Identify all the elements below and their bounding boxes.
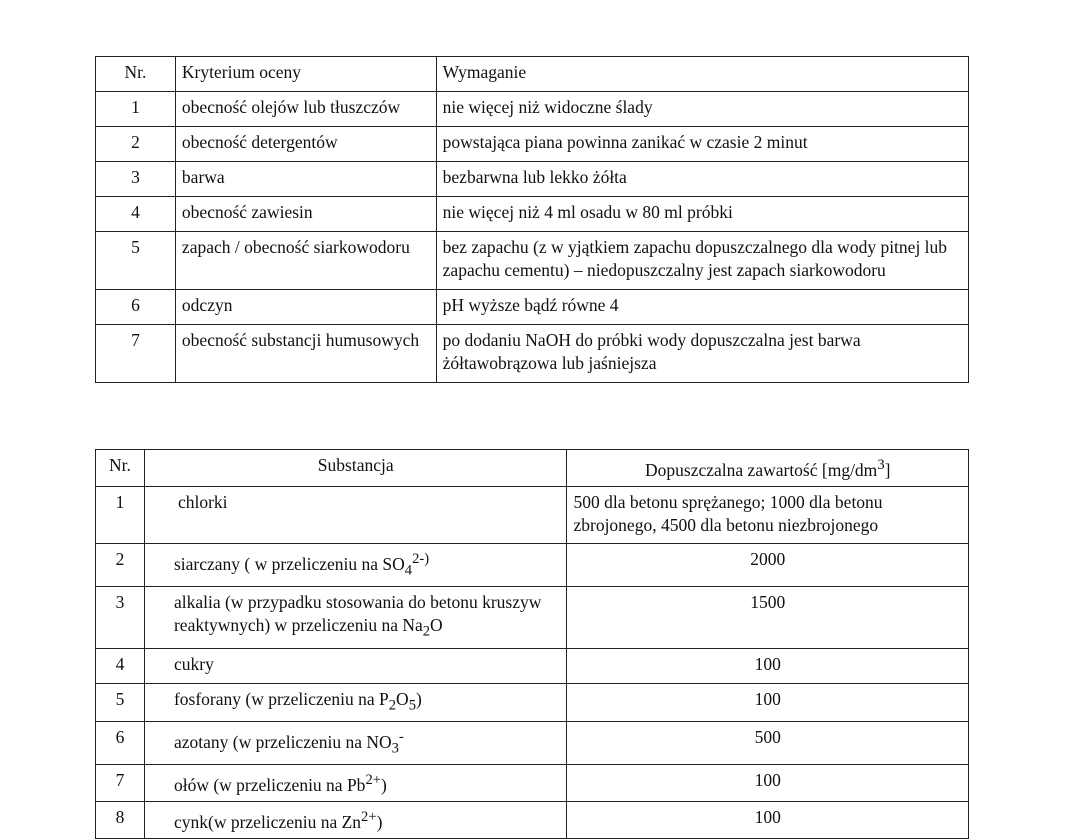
row-substance xyxy=(144,765,567,802)
table-row xyxy=(96,232,969,290)
row-requirement: po dodaniu NaOH do próbki wody dopuszczalna jest barwa żółtawobrązowa lub jaśniejsza xyxy=(436,325,968,383)
row-limit: 500 dla betonu sprężanego; 1000 dla betonu zbrojonego, 4500 dla betonu niezbrojonego xyxy=(567,486,969,543)
row-nr: 5 xyxy=(96,683,145,722)
row-nr: 5 xyxy=(96,232,176,290)
row-criterion: zapach / obecność siarkowodoru xyxy=(175,232,436,290)
table-row xyxy=(96,325,969,383)
row-criterion: obecność olejów lub tłuszczów xyxy=(175,92,436,127)
row-criterion: obecność zawiesin xyxy=(175,197,436,232)
table-row xyxy=(96,290,969,325)
substance-sub: 2 xyxy=(422,623,431,640)
row-limit: 500 xyxy=(567,722,969,765)
row-requirement: nie więcej niż 4 ml osadu w 80 ml próbki xyxy=(436,197,968,232)
header-limit-suffix: ] xyxy=(884,459,891,480)
substance-sup: 2+ xyxy=(361,809,377,826)
header-nr: Nr. xyxy=(96,450,145,487)
row-substance xyxy=(144,722,567,765)
row-nr: 6 xyxy=(96,290,176,325)
table-row xyxy=(96,802,969,839)
substance-text: azotany (w przeliczeniu na NO xyxy=(173,731,392,752)
row-limit: 100 xyxy=(567,802,969,839)
substance-text: ołów (w przeliczeniu na Pb xyxy=(173,775,366,796)
table-row xyxy=(96,683,969,722)
row-nr: 7 xyxy=(96,325,176,383)
row-requirement: bez zapachu (z w yjątkiem zapachu dopuszczalnego dla wody pitnej lub zapachu cementu) – niedopuszczalny jest zapach siarkowodoru xyxy=(436,232,968,290)
table-row xyxy=(96,543,969,586)
table-row xyxy=(96,765,969,802)
row-requirement: nie więcej niż widoczne ślady xyxy=(436,92,968,127)
substance-text: fosforany (w przeliczeniu na P xyxy=(173,688,389,709)
header-requirement: Wymaganie xyxy=(436,57,968,92)
substance-suffix: ) xyxy=(376,812,383,833)
row-substance xyxy=(144,587,567,649)
row-requirement: pH wyższe bądź równe 4 xyxy=(436,290,968,325)
row-substance: chlorki xyxy=(144,486,567,543)
row-limit: 100 xyxy=(567,683,969,722)
substance-suffix: ) xyxy=(415,688,422,709)
header-substance: Substancja xyxy=(144,450,567,487)
header-limit-text: Dopuszczalna zawartość [mg/dm xyxy=(645,459,878,480)
table-row xyxy=(96,587,969,649)
row-limit: 2000 xyxy=(567,543,969,586)
table-row xyxy=(96,197,969,232)
row-nr: 4 xyxy=(96,648,145,683)
substance-sub: 2 xyxy=(388,697,397,714)
table-row xyxy=(96,127,969,162)
substance-limits-table xyxy=(95,449,969,839)
row-limit: 1500 xyxy=(567,587,969,649)
row-nr: 4 xyxy=(96,197,176,232)
row-requirement: powstająca piana powinna zanikać w czasie 2 minut xyxy=(436,127,968,162)
water-quality-criteria-table xyxy=(95,56,969,383)
table-header-row xyxy=(96,57,969,92)
row-criterion: odczyn xyxy=(175,290,436,325)
row-substance xyxy=(144,683,567,722)
row-nr: 1 xyxy=(96,486,145,543)
substance-text: cynk(w przeliczeniu na Zn xyxy=(173,812,362,833)
row-nr: 1 xyxy=(96,92,176,127)
table-row xyxy=(96,162,969,197)
header-nr: Nr. xyxy=(96,57,176,92)
row-nr: 8 xyxy=(96,802,145,839)
row-requirement: bezbarwna lub lekko żółta xyxy=(436,162,968,197)
substance-suffix: O xyxy=(430,615,443,636)
substance-sub: 5 xyxy=(408,697,416,714)
header-criterion: Kryterium oceny xyxy=(175,57,436,92)
table-row xyxy=(96,722,969,765)
header-limit-sup: 3 xyxy=(877,457,885,473)
table-row xyxy=(96,92,969,127)
table-header-row xyxy=(96,450,969,487)
table-row xyxy=(96,648,969,683)
header-limit xyxy=(567,450,969,487)
row-nr: 3 xyxy=(96,587,145,649)
row-criterion: obecność detergentów xyxy=(175,127,436,162)
substance-text: siarczany ( w przeliczeniu na SO xyxy=(173,553,405,574)
row-nr: 2 xyxy=(96,543,145,586)
row-substance xyxy=(144,543,567,586)
row-criterion: barwa xyxy=(175,162,436,197)
row-nr: 6 xyxy=(96,722,145,765)
row-substance xyxy=(144,802,567,839)
row-criterion: obecność substancji humusowych xyxy=(175,325,436,383)
row-nr: 3 xyxy=(96,162,176,197)
table-row xyxy=(96,486,969,543)
substance-sup: 2+ xyxy=(365,772,381,789)
row-limit: 100 xyxy=(567,648,969,683)
substance-text: alkalia (w przypadku stosowania do betonu kruszyw reaktywnych) w przeliczeniu na Na xyxy=(173,592,542,636)
row-limit: 100 xyxy=(567,765,969,802)
substance-sup: - xyxy=(398,729,404,746)
substance-sup: 2-) xyxy=(412,550,430,567)
substance-mid: O xyxy=(396,688,409,709)
row-nr: 2 xyxy=(96,127,176,162)
row-substance: cukry xyxy=(144,648,567,683)
row-nr: 7 xyxy=(96,765,145,802)
substance-sub: 4 xyxy=(404,562,413,579)
substance-sub: 3 xyxy=(391,740,399,757)
substance-suffix: ) xyxy=(380,775,387,796)
